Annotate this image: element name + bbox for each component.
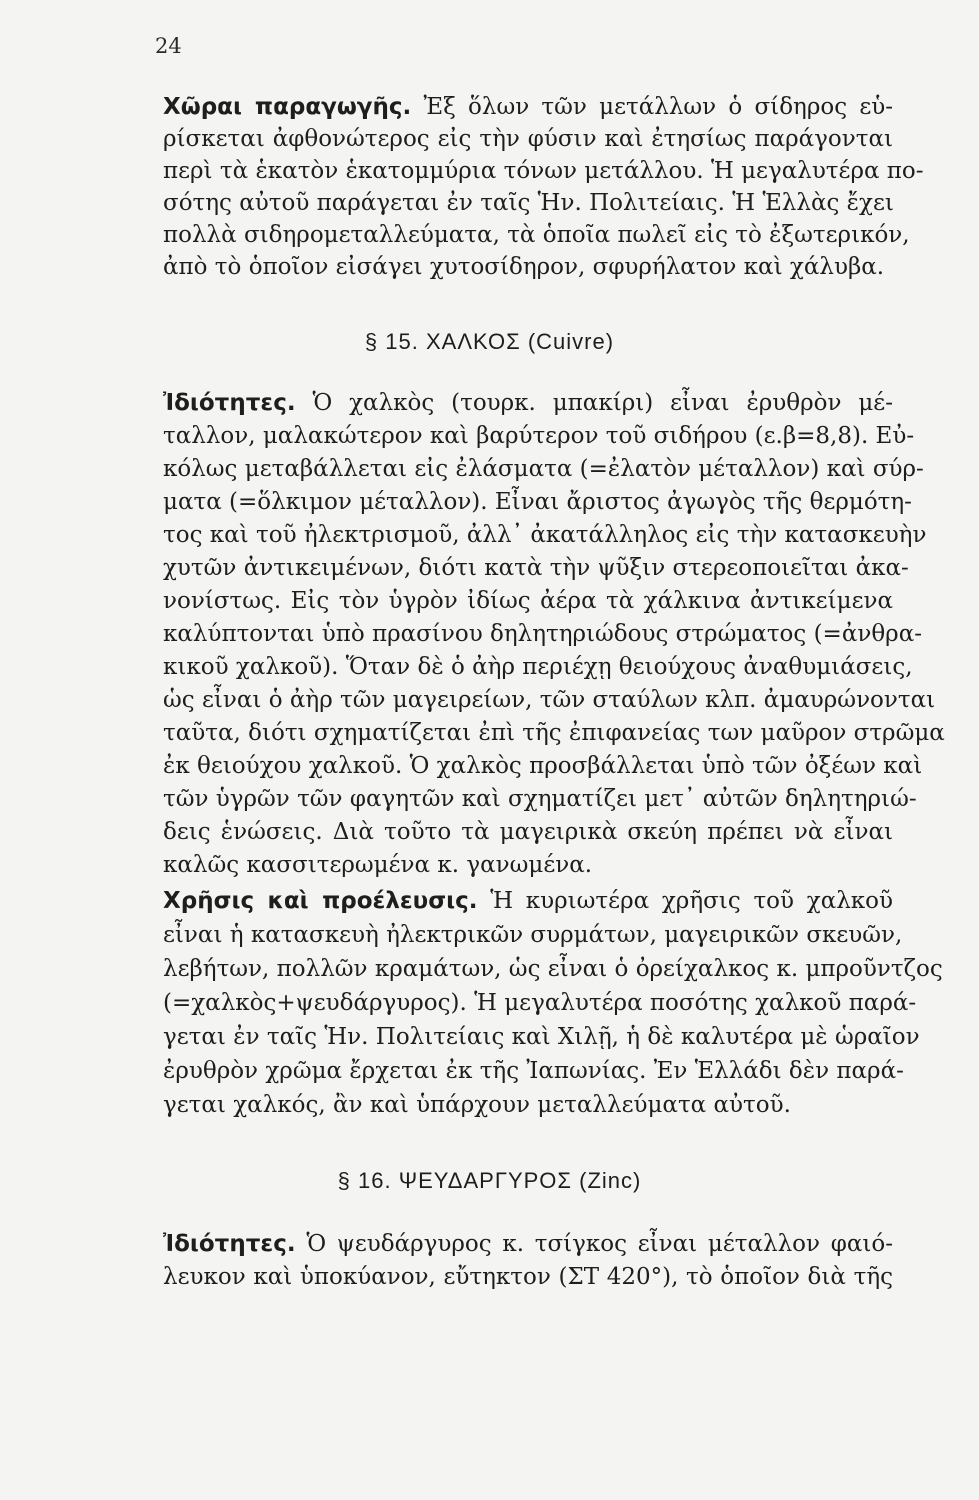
- text-line: περὶ τὰ ἑκατὸν ἑκατομμύρια τόνων μετάλλου. Ἡ μεγαλυτέρα πο-: [163, 158, 924, 184]
- text-line: ὡς εἶναι ὁ ἀὴρ τῶν μαγειρείων, τῶν σταύλων κλπ. ἀμαυρώνονται: [163, 687, 936, 713]
- paragraph-term: Ἰδιότητες.: [163, 390, 296, 416]
- text-line: γεται χαλκός, ἂν καὶ ὑπάρχουν μεταλλεύματα αὐτοῦ.: [163, 1092, 791, 1118]
- paragraph-term: Χῶραι παραγωγῆς.: [163, 94, 412, 120]
- line-text: Ὁ ψευδάργυρος κ. τσίγκος εἶναι μέταλλον φαιό-: [306, 1231, 893, 1257]
- section-heading: § 16. ΨΕΥΔΑΡΓΥΡΟΣ (Zinc): [337, 1168, 642, 1193]
- text-line: [163, 886, 893, 916]
- text-line: ἐκ θειούχου χαλκοῦ. Ὁ χαλκὸς προσβάλλεται ὑπὸ τῶν ὀξέων καὶ: [163, 753, 923, 779]
- text-line: (=χαλκὸς+ψευδάργυρος). Ἡ μεγαλυτέρα ποσότης χαλκοῦ παρά-: [163, 990, 917, 1016]
- text-line: ταῦτα, διότι σχηματίζεται ἐπὶ τῆς ἐπιφανείας των μαῦρον στρῶμα: [163, 720, 945, 746]
- page-number: 24: [155, 34, 182, 58]
- text-line: ρίσκεται ἀφθονώτερος εἰς τὴν φύσιν καὶ ἐτησίως παράγονται: [163, 126, 893, 152]
- text-line: δεις ἑνώσεις. Διὰ τοῦτο τὰ μαγειρικὰ σκεύη πρέπει νὰ εἶναι: [163, 819, 893, 845]
- text-line: ματα (=ὅλκιμον μέταλλον). Εἶναι ἄριστος ἀγωγὸς τῆς θερμότη-: [163, 489, 912, 515]
- text-line: πολλὰ σιδηρομεταλλεύματα, τὰ ὁποῖα πωλεῖ εἰς τὸ ἐξωτερικόν,: [163, 222, 910, 248]
- text-line: καλῶς κασσιτερωμένα κ. γανωμένα.: [163, 852, 593, 878]
- text-line: κόλως μεταβάλλεται εἰς ἐλάσματα (=ἐλατὸν μέταλλον) καὶ σύρ-: [163, 456, 924, 482]
- text-line: λεβήτων, πολλῶν κραμάτων, ὡς εἶναι ὁ ὀρείχαλκος κ. μπροῦντζος: [163, 956, 943, 982]
- text-line: ταλλον, μαλακώτερον καὶ βαρύτερον τοῦ σιδήρου (ε.β=8,8). Εὐ-: [163, 423, 915, 449]
- text-line: γεται ἐν ταῖς Ἡν. Πολιτείαις καὶ Χιλῇ, ἡ δὲ καλυτέρα μὲ ὡραῖον: [163, 1024, 920, 1050]
- text-line: τῶν ὑγρῶν τῶν φαγητῶν καὶ σχηματίζει μετ᾽ αὐτῶν δηλητηριώ-: [163, 786, 917, 812]
- text-line: τος καὶ τοῦ ἠλεκτρισμοῦ, ἀλλ᾽ ἀκατάλληλος εἰς τὴν κατασκευὴν: [163, 522, 927, 548]
- text-line: νονίστως. Εἰς τὸν ὑγρὸν ἰδίως ἀέρα τὰ χάλκινα ἀντικείμενα: [163, 588, 893, 614]
- line-text: Ἡ κυριωτέρα χρῆσις τοῦ χαλκοῦ: [490, 888, 894, 914]
- line-text: Ὁ χαλκὸς (τουρκ. μπακίρι) εἶναι ἐρυθρὸν μέ-: [312, 390, 893, 416]
- text-line: [163, 1229, 893, 1259]
- text-line: λευκον καὶ ὑποκύανον, εὔτηκτον (ΣΤ 420°), τὸ ὁποῖον διὰ τῆς: [163, 1264, 893, 1290]
- text-line: [163, 388, 893, 418]
- paragraph-term: Ἰδιότητες.: [163, 1231, 296, 1257]
- text-line: κικοῦ χαλκοῦ). Ὅταν δὲ ὁ ἀὴρ περιέχῃ θειούχους ἀναθυμιάσεις,: [163, 654, 913, 680]
- paragraph-term: Χρῆσις καὶ προέλευσις.: [163, 888, 478, 914]
- text-line: χυτῶν ἀντικειμένων, διότι κατὰ τὴν ψῦξιν στερεοποιεῖται ἀκα-: [163, 555, 909, 581]
- text-line: ἀπὸ τὸ ὁποῖον εἰσάγει χυτοσίδηρον, σφυρήλατον καὶ χάλυβα.: [163, 254, 885, 280]
- text-line: [163, 92, 893, 122]
- text-line: σότης αὐτοῦ παράγεται ἐν ταῖς Ἡν. Πολιτείαις. Ἡ Ἑλλὰς ἔχει: [163, 190, 894, 216]
- section-heading: § 15. ΧΑΛΚΟΣ (Cuivre): [364, 329, 615, 354]
- text-line: εἶναι ἡ κατασκευὴ ἠλεκτρικῶν συρμάτων, μαγειρικῶν σκευῶν,: [163, 922, 903, 948]
- text-line: καλύπτονται ὑπὸ πρασίνου δηλητηριώδους στρώματος (=ἀνθρα-: [163, 621, 923, 647]
- text-line: ἐρυθρὸν χρῶμα ἔρχεται ἐκ τῆς Ἰαπωνίας. Ἐν Ἑλλάδι δὲν παρά-: [163, 1058, 904, 1084]
- line-text: Ἐξ ὅλων τῶν μετάλλων ὁ σίδηρος εὑ-: [423, 94, 893, 120]
